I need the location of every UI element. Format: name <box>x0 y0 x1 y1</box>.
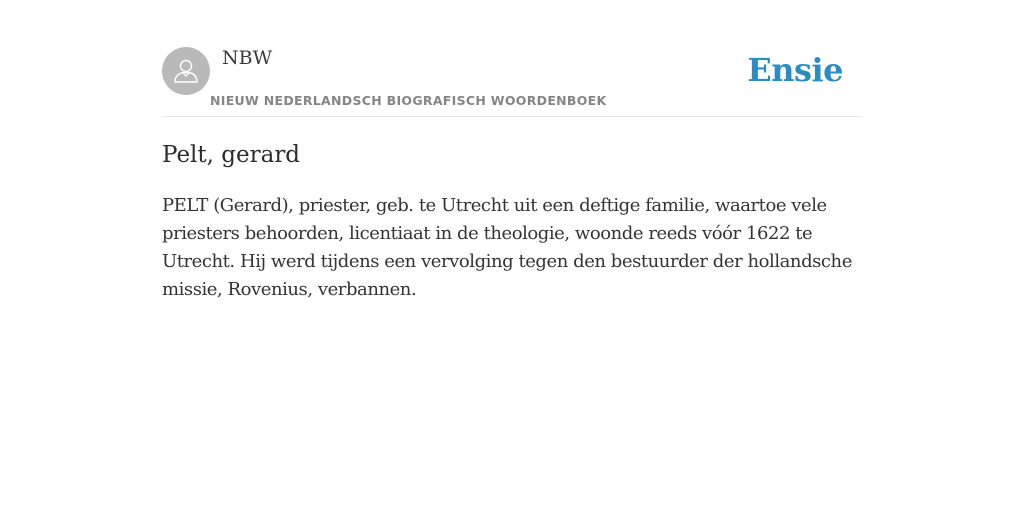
source-full-name: NIEUW NEDERLANDSCH BIOGRAFISCH WOORDENBOEK <box>210 93 607 108</box>
source-header <box>162 46 862 117</box>
user-icon <box>171 56 201 86</box>
entry-body: PELT (Gerard), priester, geb. te Utrecht uit een deftige familie, waartoe vele priesters behoorden, licentiaat in de theologie, woonde reeds vóór 1622 te Utrecht. Hij werd tijdens een vervolging tegen den bestuurder der hollandsche missie, Rovenius, verbannen. <box>162 195 852 300</box>
source-avatar[interactable] <box>162 47 210 95</box>
entry-title: Pelt, gerard <box>162 142 301 168</box>
source-name-link[interactable]: NBW <box>222 47 273 69</box>
ensie-logo[interactable]: Ensie <box>747 51 843 89</box>
